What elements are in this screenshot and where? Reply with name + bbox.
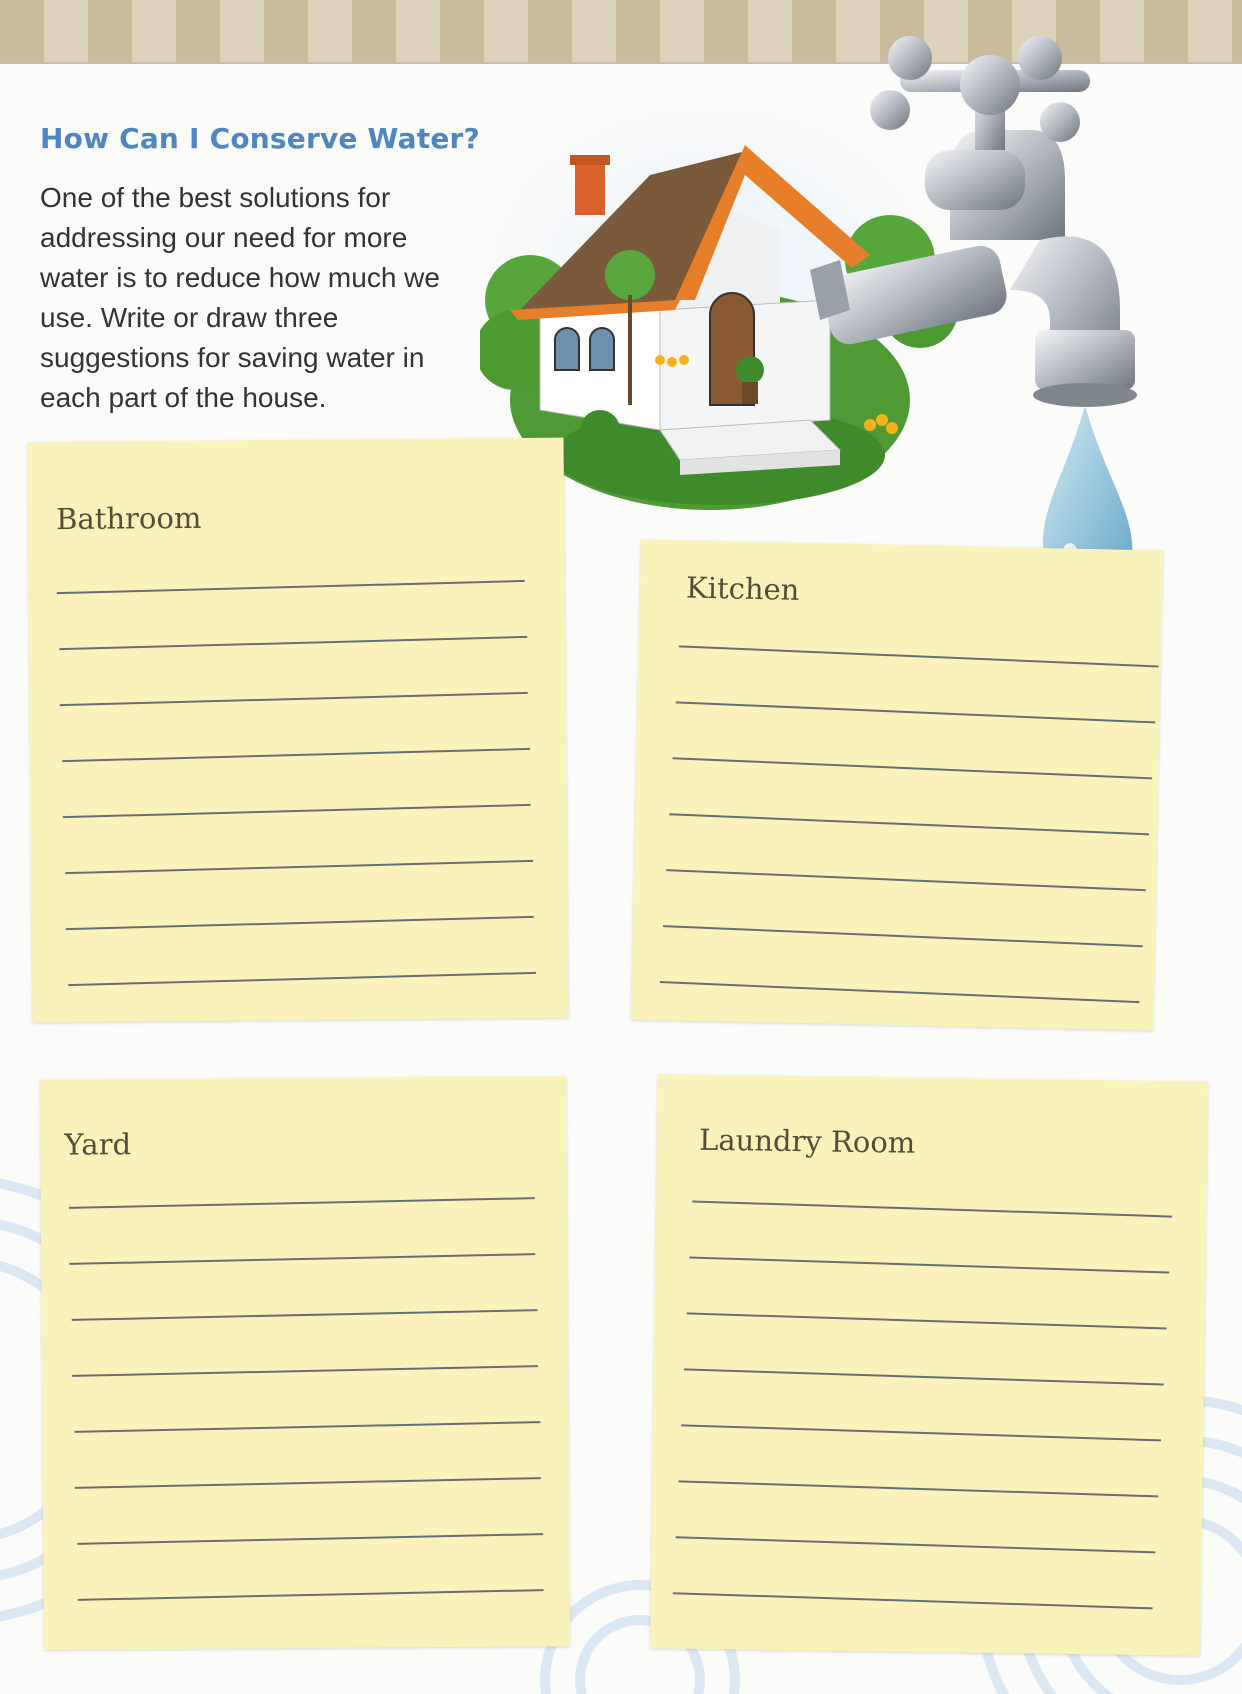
writing-line[interactable]: [78, 1589, 544, 1600]
writing-line[interactable]: [62, 748, 530, 762]
writing-line[interactable]: [72, 1309, 538, 1320]
yard-note: [40, 1076, 570, 1650]
writing-line[interactable]: [684, 1368, 1164, 1385]
writing-line[interactable]: [660, 981, 1140, 1003]
writing-line[interactable]: [676, 701, 1156, 723]
kitchen-note: [631, 540, 1163, 1031]
writing-line[interactable]: [663, 925, 1143, 947]
writing-line[interactable]: [65, 860, 533, 874]
intro-paragraph: One of the best solutions for addressing our need for more water is to reduce how much we use. Write or draw three suggestions for saving water in each part of the house.: [40, 182, 440, 413]
writing-line[interactable]: [69, 1253, 535, 1264]
writing-line[interactable]: [74, 1421, 540, 1432]
writing-line[interactable]: [68, 972, 536, 986]
yard-title: Yard: [64, 1127, 132, 1162]
writing-line[interactable]: [666, 869, 1146, 891]
writing-line[interactable]: [676, 1536, 1156, 1553]
writing-line[interactable]: [673, 1592, 1153, 1609]
bathroom-title: Bathroom: [56, 500, 202, 537]
writing-line[interactable]: [687, 1312, 1167, 1329]
writing-line[interactable]: [63, 804, 531, 818]
writing-line[interactable]: [673, 757, 1153, 779]
writing-line[interactable]: [77, 1533, 543, 1544]
writing-line[interactable]: [60, 692, 528, 706]
writing-line[interactable]: [681, 1424, 1161, 1441]
laundry-room-note: [650, 1074, 1208, 1656]
writing-line[interactable]: [75, 1477, 541, 1488]
writing-line[interactable]: [57, 580, 525, 594]
writing-line[interactable]: [72, 1365, 538, 1376]
writing-line[interactable]: [669, 813, 1149, 835]
writing-line[interactable]: [679, 645, 1159, 667]
bathroom-note: [27, 438, 568, 1023]
writing-line[interactable]: [692, 1200, 1172, 1217]
writing-line[interactable]: [678, 1480, 1158, 1497]
laundry-room-title: Laundry Room: [698, 1122, 916, 1160]
writing-line[interactable]: [69, 1197, 535, 1208]
writing-line[interactable]: [66, 916, 534, 930]
kitchen-title: Kitchen: [685, 570, 800, 607]
writing-line[interactable]: [59, 636, 527, 650]
page-title: How Can I Conserve Water?: [40, 122, 480, 155]
writing-line[interactable]: [689, 1256, 1169, 1273]
